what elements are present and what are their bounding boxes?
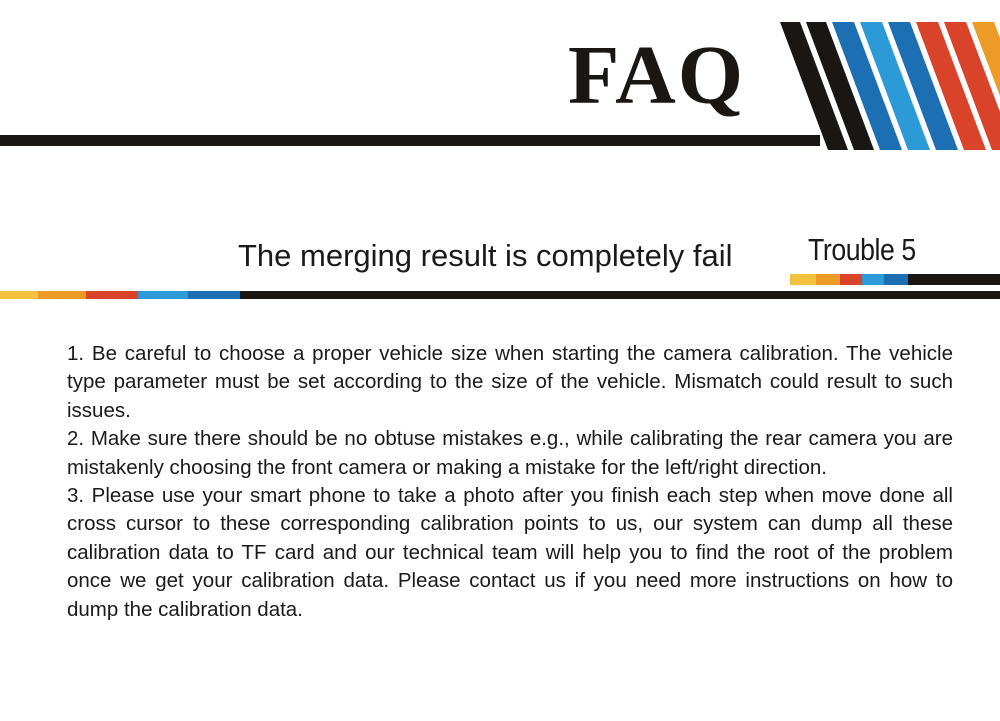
rule-seg-black xyxy=(240,291,1000,299)
rule-seg-blue-light xyxy=(138,291,188,299)
faq-item-2: 2. Make sure there should be no obtuse mistakes e.g., while calibrating the rear camera you are mistakenly choosing the front camera or making a mistake for the left/right direction. xyxy=(67,427,953,479)
page-title: FAQ xyxy=(568,29,746,122)
faq-item-3: 3. Please use your smart phone to take a photo after you finish each step when move done all cross cursor to these corresponding calibration points to us, our system can dump all these calibration data to TF card and our technical team will help you to find the root of the problem once we get your calibration data. Please contact us if you need more instructions on how to dump the calibration data. xyxy=(67,484,953,621)
underline-seg-yellow xyxy=(790,274,816,285)
rule-seg-yellow xyxy=(0,291,38,299)
header xyxy=(0,0,1000,160)
rule-seg-blue-dark xyxy=(188,291,240,299)
trouble-label: Trouble 5 xyxy=(808,232,916,267)
section-title: The merging result is completely fail xyxy=(238,238,733,273)
stripes-logo-decoration xyxy=(0,0,1000,160)
underline-seg-blue-light xyxy=(862,274,884,285)
underline-seg-blue-dark xyxy=(884,274,908,285)
rule-seg-red xyxy=(86,291,138,299)
section-rule xyxy=(0,291,1000,299)
faq-item-1: 1. Be careful to choose a proper vehicle size when starting the camera calibration. The vehicle type parameter must be set according to the size of the vehicle. Mismatch could result to such issues. xyxy=(67,342,953,422)
trouble-underline xyxy=(790,274,1000,285)
underline-seg-orange xyxy=(816,274,840,285)
rule-seg-orange xyxy=(38,291,86,299)
faq-body xyxy=(67,340,953,624)
underline-seg-red xyxy=(840,274,862,285)
underline-seg-black xyxy=(908,274,1000,285)
